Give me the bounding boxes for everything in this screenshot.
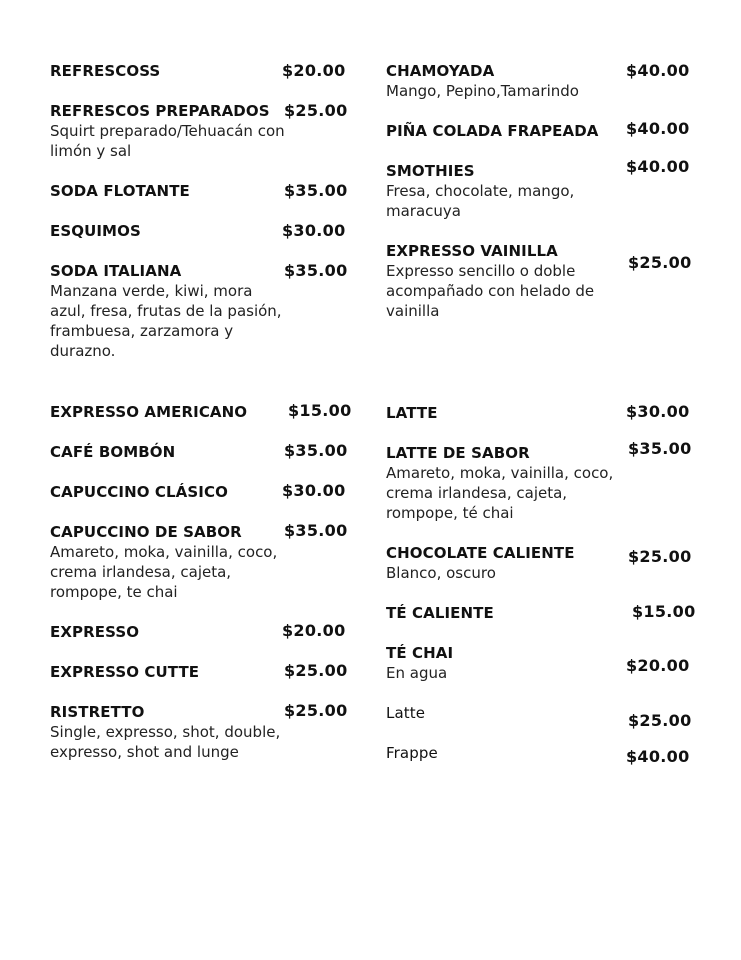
- item-name: Frappe: [386, 744, 438, 762]
- item-price: $25.00: [628, 253, 692, 272]
- item-name: EXPRESSO: [50, 623, 140, 641]
- item-name: TÉ CALIENTE: [386, 604, 494, 622]
- item-price: $25.00: [628, 547, 692, 566]
- item-name: TÉ CHAI: [386, 644, 454, 662]
- item-description: Amareto, moka, vainilla, coco, crema irlandesa, cajeta, rompope, té chai: [386, 464, 614, 522]
- item-price: $25.00: [628, 711, 692, 730]
- item-price: $40.00: [626, 119, 690, 138]
- item-name: EXPRESSO CUTTE: [50, 663, 200, 681]
- item-name: CAPUCCINO DE SABOR: [50, 523, 242, 541]
- item-price: $35.00: [628, 439, 692, 458]
- item-name: SMOTHIES: [386, 162, 475, 180]
- item-description: Squirt preparado/Tehuacán con limón y sal: [50, 122, 285, 160]
- item-name: ESQUIMOS: [50, 222, 141, 240]
- item-name: REFRESCOSS: [50, 62, 161, 80]
- item-price: $35.00: [284, 441, 348, 460]
- item-price: $40.00: [626, 157, 690, 176]
- item-name: SODA ITALIANA: [50, 262, 182, 280]
- item-price: $25.00: [284, 101, 348, 120]
- item-description: Amareto, moka, vainilla, coco, crema irlandesa, cajeta, rompope, te chai: [50, 543, 278, 601]
- item-description: Mango, Pepino,Tamarindo: [386, 82, 579, 100]
- item-price: $30.00: [282, 481, 346, 500]
- item-name: CHOCOLATE CALIENTE: [386, 544, 575, 562]
- item-name: CHAMOYADA: [386, 62, 495, 80]
- item-price: $35.00: [284, 521, 348, 540]
- item-price: $15.00: [632, 602, 696, 621]
- item-name: RISTRETTO: [50, 703, 145, 721]
- item-name: EXPRESSO VAINILLA: [386, 242, 558, 260]
- item-name: PIÑA COLADA FRAPEADA: [386, 122, 599, 140]
- item-price: $35.00: [284, 181, 348, 200]
- item-description: Blanco, oscuro: [386, 564, 496, 582]
- item-description: En agua: [386, 664, 448, 682]
- item-description: Fresa, chocolate, mango, maracuya: [386, 182, 575, 220]
- item-name: LATTE: [386, 404, 438, 422]
- item-name: SODA FLOTANTE: [50, 182, 190, 200]
- item-name: Latte: [386, 704, 426, 722]
- item-price: $40.00: [626, 61, 690, 80]
- item-description: Manzana verde, kiwi, mora azul, fresa, frutas de la pasión, frambuesa, zarzamora y durazno.: [50, 282, 282, 360]
- item-price: $20.00: [282, 621, 346, 640]
- item-description: Single, expresso, shot, double, expresso, shot and lunge: [50, 723, 281, 761]
- item-price: $25.00: [284, 661, 348, 680]
- item-description: Expresso sencillo o doble acompañado con helado de vainilla: [386, 262, 595, 320]
- item-name: REFRESCOS PREPARADOS: [50, 102, 270, 120]
- item-price: $20.00: [626, 656, 690, 675]
- item-price: $40.00: [626, 747, 690, 766]
- item-name: LATTE DE SABOR: [386, 444, 530, 462]
- item-name: CAFÉ BOMBÓN: [50, 443, 176, 461]
- item-price: $25.00: [284, 701, 348, 720]
- item-price: $20.00: [282, 61, 346, 80]
- item-price: $30.00: [282, 221, 346, 240]
- item-name: CAPUCCINO CLÁSICO: [50, 483, 228, 501]
- item-price: $15.00: [288, 401, 352, 420]
- item-name: EXPRESSO AMERICANO: [50, 403, 248, 421]
- item-price: $30.00: [626, 402, 690, 421]
- item-price: $35.00: [284, 261, 348, 280]
